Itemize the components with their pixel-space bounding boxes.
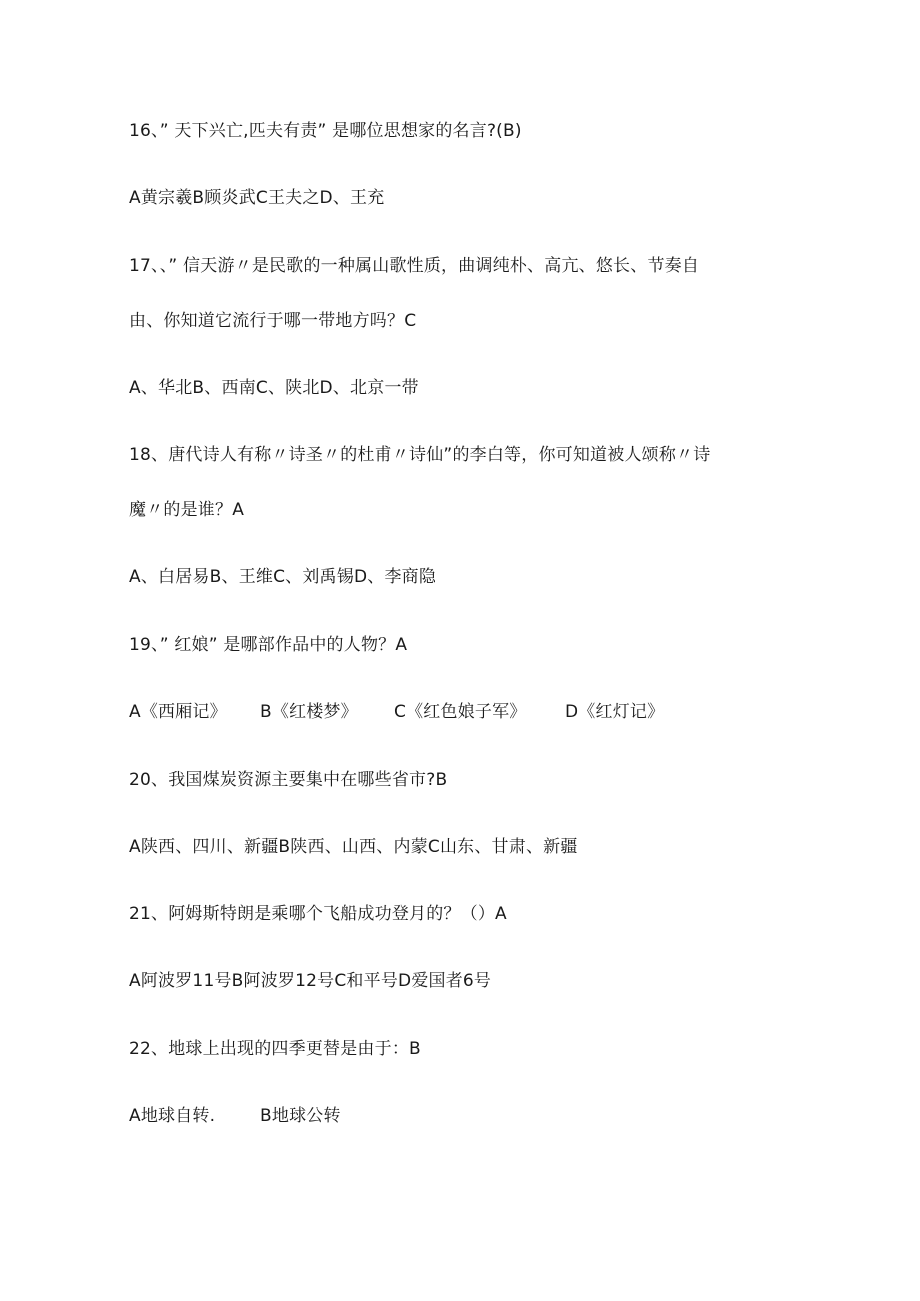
- question-22-option-a: A地球自转.: [129, 1106, 216, 1126]
- question-18-text-line2: 魔〃的是谁？A: [129, 500, 245, 520]
- question-21-options: A阿波罗11号B阿波罗12号C和平号D爱国者6号: [129, 971, 492, 991]
- question-19-option-d: D《红灯记》: [565, 702, 665, 722]
- question-19-option-b: B《红楼梦》: [260, 702, 358, 722]
- question-17-text-line2: 由、你知道它流行于哪一带地方吗？C: [129, 311, 417, 331]
- question-21-text: 21、阿姆斯特朗是乘哪个飞船成功登月的？（）A: [129, 904, 507, 924]
- question-17-options: A、华北B、西南C、陕北D、北京一带: [129, 378, 419, 398]
- question-19-option-a: A《西厢记》: [129, 702, 227, 722]
- question-18-text-line1: 18、唐代诗人有称〃诗圣〃的杜甫〃诗仙”的李白等，你可知道被人颂称〃诗: [129, 445, 711, 465]
- question-19-text: 19、” 红娘” 是哪部作品中的人物？A: [129, 635, 408, 655]
- question-22-options: [129, 1105, 341, 1127]
- question-19-options: [129, 701, 664, 723]
- question-22-text: 22、地球上出现的四季更替是由于：B: [129, 1039, 421, 1059]
- question-17-text-line1: 17、、” 信天游〃是民歌的一种属山歌性质，曲调纯朴、高亢、悠长、节奏自: [129, 256, 700, 276]
- question-16-options: A黄宗羲B顾炎武C王夫之D、王充: [129, 188, 385, 208]
- question-18-options: A、白居易B、王维C、刘禹锡D、李商隐: [129, 567, 437, 587]
- question-20-text: 20、我国煤炭资源主要集中在哪些省市?B: [129, 770, 448, 790]
- question-19-option-c: C《红色娘子军》: [394, 702, 527, 722]
- question-22-option-b: B地球公转: [260, 1106, 341, 1126]
- question-20-options: A陕西、四川、新疆B陕西、山西、内蒙C山东、甘肃、新疆: [129, 837, 578, 857]
- question-16-text: 16、” 天下兴亡,匹夫有责” 是哪位思想家的名言?(B): [129, 121, 522, 141]
